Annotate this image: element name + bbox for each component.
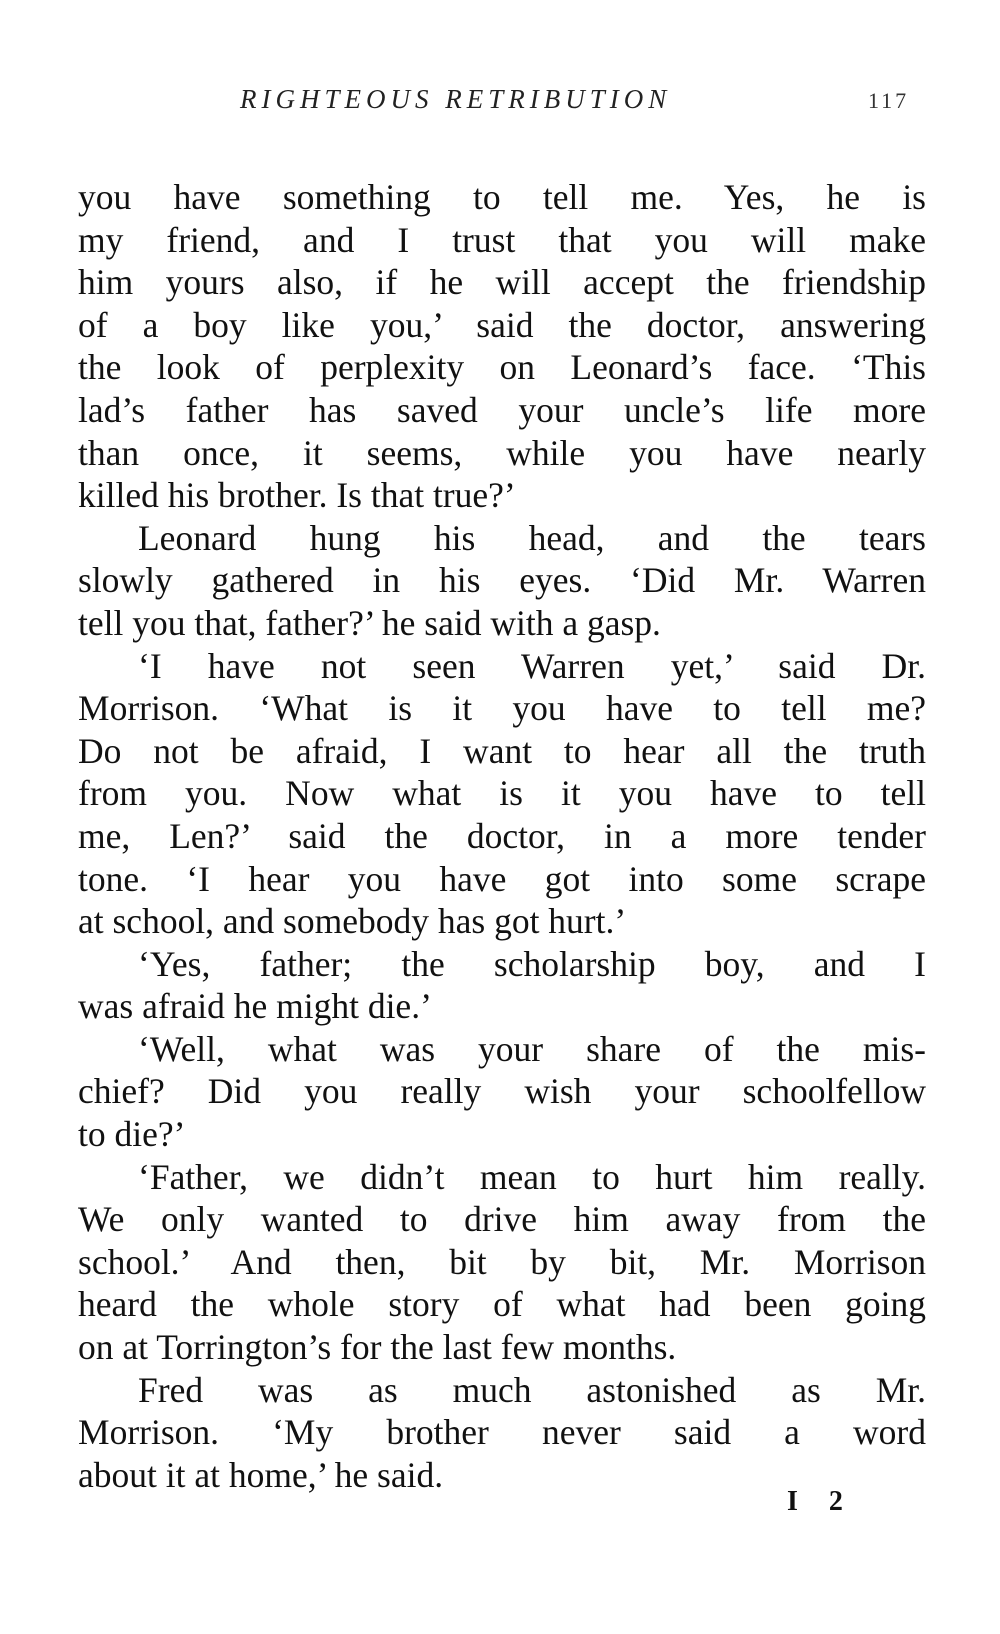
text-line: Morrison. ‘My brother never said a word xyxy=(78,1412,926,1453)
text-line: tone. ‘I hear you have got into some scrape xyxy=(78,858,926,899)
text-line: Leonard hung his head, and the tears xyxy=(138,517,926,558)
text-line: on at Torrington’s for the last few months. xyxy=(78,1327,677,1368)
text-line: from you. Now what is it you have to tell xyxy=(78,773,926,814)
text-line: ‘Father, we didn’t mean to hurt him really. xyxy=(138,1156,926,1197)
text-line: heard the whole story of what had been going xyxy=(78,1284,926,1325)
text-line: tell you that, father?’ he said with a gasp. xyxy=(78,602,661,643)
text-line: slowly gathered in his eyes. ‘Did Mr. Warren xyxy=(78,560,926,601)
text-line: school.’ And then, bit by bit, Mr. Morrison xyxy=(78,1241,926,1282)
text-line: at school, and somebody has got hurt.’ xyxy=(78,901,627,942)
text-line: than once, it seems, while you have nearly xyxy=(78,432,926,473)
text-line: of a boy like you,’ said the doctor, answering xyxy=(78,304,926,345)
text-line: lad’s father has saved your uncle’s life more xyxy=(78,389,926,430)
text-line: We only wanted to drive him away from the xyxy=(78,1199,926,1240)
text-line: Fred was as much astonished as Mr. xyxy=(138,1369,926,1410)
text-line: you have something to tell me. Yes, he is xyxy=(78,177,926,217)
text-line: Morrison. ‘What is it you have to tell me? xyxy=(78,688,926,729)
text-line: ‘Well, what was your share of the mis- xyxy=(138,1028,926,1069)
text-line: my friend, and I trust that you will make xyxy=(78,219,926,260)
page-number: 117 xyxy=(868,88,910,113)
text-line: was afraid he might die.’ xyxy=(78,986,432,1027)
text-line: the look of perplexity on Leonard’s face. ‘This xyxy=(78,347,926,388)
text-line: to die?’ xyxy=(78,1114,186,1155)
text-line: me, Len?’ said the doctor, in a more tender xyxy=(78,815,926,856)
text-line: ‘I have not seen Warren yet,’ said Dr. xyxy=(138,645,926,686)
text-line: about it at home,’ he said. xyxy=(78,1454,444,1495)
text-line: him yours also, if he will accept the friendship xyxy=(78,262,926,303)
signature-mark: I 2 xyxy=(787,1486,855,1517)
text-line: Do not be afraid, I want to hear all the truth xyxy=(78,730,926,771)
text-line: killed his brother. Is that true?’ xyxy=(78,475,516,516)
text-line: ‘Yes, father; the scholarship boy, and I xyxy=(138,943,926,984)
running-head-title: RIGHTEOUS RETRIBUTION xyxy=(240,84,672,114)
body-text xyxy=(78,176,926,1496)
text-line: chief? Did you really wish your schoolfellow xyxy=(78,1071,926,1112)
